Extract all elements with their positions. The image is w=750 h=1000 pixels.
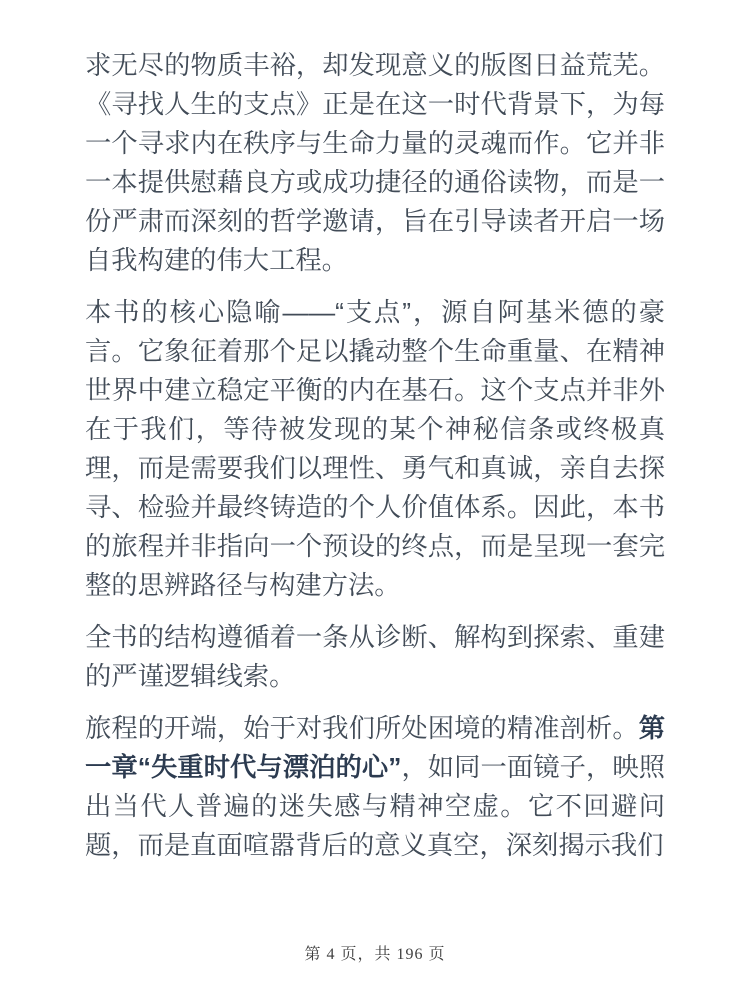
text-segment: ，如同一面镜子，映照出当代人普遍的迷失感与精神空虚。它不回避问题，而是直面喧嚣背后的意义真空，深刻揭示我们 [85,752,666,860]
paragraph [85,709,665,865]
paragraph [85,46,665,280]
paragraph-list [85,46,665,865]
text-segment: 求无尽的物质丰裕，却发现意义的版图日益荒芜。《寻找人生的支点》正是在这一时代背景下，为每一个寻求内在秩序与生命力量的灵魂而作。它并非一本提供慰藉良方或成功捷径的通俗读物，而是一份严肃而深刻的哲学邀请，旨在引导读者开启一场自我构建的伟大工程。 [85,50,665,275]
text-segment: 全书的结构遵循着一条从诊断、解构到探索、重建的严谨逻辑线索。 [85,622,665,691]
chapter-title-emphasis: 第一章“失重时代与漂泊的心” [85,713,665,782]
text-segment: 旅程的开端，始于对我们所处困境的精准剖析。 [85,713,639,743]
text-segment: 本书的核心隐喻——“支点”，源自阿基米德的豪言。它象征着那个足以撬动整个生命重量、在精神世界中建立稳定平衡的内在基石。这个支点并非外在于我们，等待被发现的某个神秘信条或终极真理，而是需要我们以理性、勇气和真诚，亲自去探寻、检验并最终铸造的个人价值体系。因此，本书的旅程并非指向一个预设的终点，而是呈现一套完整的思辨路径与构建方法。 [85,297,665,600]
page-footer: 第 4 页，共 196 页 [304,946,446,963]
paragraph [85,618,665,696]
paragraph [85,293,665,605]
